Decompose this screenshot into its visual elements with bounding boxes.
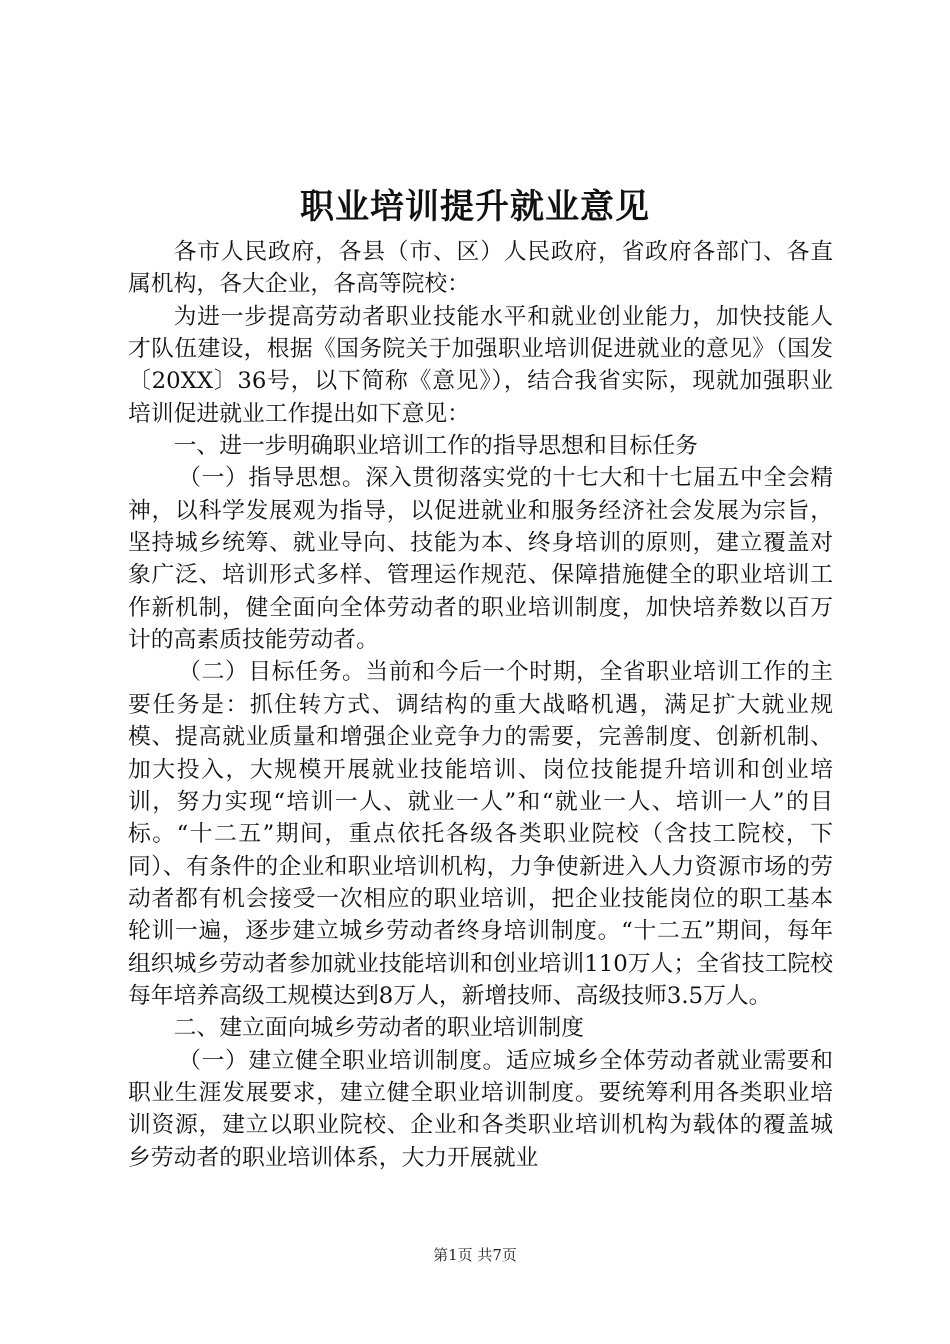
paragraph-intro: 为进一步提高劳动者职业技能水平和就业创业能力，加快技能人才队伍建设，根据《国务院关于加强职业培训促进就业的意见》（国发〔20XX〕36号，以下简称《意见》），结合我省实际，现就加强职业培训促进就业工作提出如下意见： [128, 303, 833, 427]
document-body [128, 236, 833, 1174]
section-heading-1: 一、进一步明确职业培训工作的指导思想和目标任务 [173, 433, 698, 460]
paragraph-salutation: 各市人民政府，各县（市、区）人民政府，省政府各部门、各直属机构，各大企业，各高等院校： [128, 239, 833, 298]
paragraph-training-system: （一）建立健全职业培训制度。适应城乡全体劳动者就业需要和职业生涯发展要求，建立健全职业培训制度。要统筹利用各类职业培训资源，建立以职业院校、企业和各类职业培训机构为载体的覆盖城乡劳动者的职业培训体系，大力开展就业 [128, 1047, 833, 1171]
paragraph-guiding-ideology: （一）指导思想。深入贯彻落实党的十七大和十七届五中全会精神，以科学发展观为指导，以促进就业和服务经济社会发展为宗旨，坚持城乡统筹、就业导向、技能为本、终身培训的原则，建立覆盖对象广泛、培训形式多样、管理运作规范、保障措施健全的职业培训工作新机制，健全面向全体劳动者的职业培训制度，加快培养数以百万计的高素质技能劳动者。 [128, 465, 833, 654]
section-heading-2: 二、建立面向城乡劳动者的职业培训制度 [173, 1015, 584, 1042]
document-title: 职业培训提升就业意见 [300, 187, 650, 227]
paragraph-target-tasks: （二）目标任务。当前和今后一个时期，全省职业培训工作的主要任务是：抓住转方式、调结构的重大战略机遇，满足扩大就业规模、提高就业质量和增强企业竞争力的需要，完善制度、创新机制、加大投入，大规模开展就业技能培训、岗位技能提升培训和创业培训，努力实现“培训一人、就业一人”和“就业一人、培训一人”的目标。“十二五”期间，重点依托各级各类职业院校（含技工院校，下同）、有条件的企业和职业培训机构，力争使新进入人力资源市场的劳动者都有机会接受一次相应的职业培训，把企业技能岗位的职工基本轮训一遍，逐步建立城乡劳动者终身培训制度。“十二五”期间，每年组织城乡劳动者参加就业技能培训和创业培训110万人；全省技工院校每年培养高级工规模达到8万人，新增技师、高级技师3.5万人。 [128, 659, 833, 1009]
page-number: 第1页 共7页 [433, 1246, 517, 1264]
